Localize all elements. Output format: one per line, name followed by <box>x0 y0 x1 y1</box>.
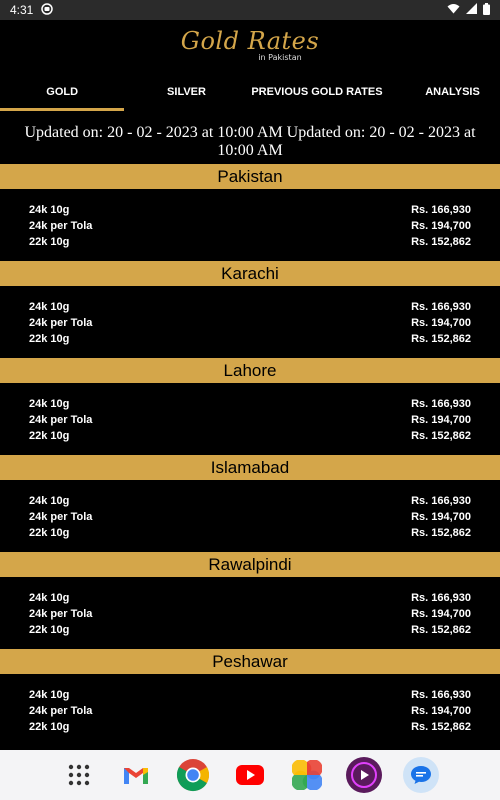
city-header: Karachi <box>0 261 500 286</box>
rate-label: 24k per Tola <box>29 317 93 329</box>
rate-label: 22k 10g <box>29 430 70 442</box>
rate-row <box>29 396 471 412</box>
rate-label: 24k 10g <box>29 495 70 507</box>
rate-row <box>29 202 471 218</box>
rate-row <box>29 315 471 331</box>
rate-rows <box>0 674 500 746</box>
rate-value: Rs. 166,930 <box>411 495 471 507</box>
rate-row <box>29 719 471 735</box>
rate-label: 24k 10g <box>29 592 70 604</box>
rate-label: 22k 10g <box>29 236 70 248</box>
notification-icon <box>41 3 53 18</box>
rate-value: Rs. 194,700 <box>411 511 471 523</box>
photos-icon[interactable] <box>289 757 325 793</box>
rate-label: 24k per Tola <box>29 705 93 717</box>
rate-rows <box>0 286 500 358</box>
rate-value: Rs. 152,862 <box>411 333 471 345</box>
rate-value: Rs. 152,862 <box>411 430 471 442</box>
rate-label: 24k per Tola <box>29 414 93 426</box>
city-section <box>0 649 500 746</box>
rate-label: 24k 10g <box>29 204 70 216</box>
rate-value: Rs. 152,862 <box>411 527 471 539</box>
rate-row <box>29 687 471 703</box>
rate-row <box>29 412 471 428</box>
tab-indicator <box>0 108 124 111</box>
city-section <box>0 358 500 455</box>
rate-value: Rs. 152,862 <box>411 624 471 636</box>
rate-row <box>29 590 471 606</box>
app-logo <box>0 20 500 70</box>
rates-list[interactable] <box>0 164 500 746</box>
rate-value: Rs. 166,930 <box>411 398 471 410</box>
youtube-icon[interactable] <box>232 757 268 793</box>
rate-label: 24k per Tola <box>29 511 93 523</box>
tab-previous-label: PREVIOUS GOLD RATES <box>251 86 383 98</box>
rate-row <box>29 428 471 444</box>
rate-label: 22k 10g <box>29 527 70 539</box>
tab-silver[interactable] <box>124 70 248 114</box>
rate-value: Rs. 166,930 <box>411 689 471 701</box>
wifi-icon <box>447 3 460 17</box>
rate-row <box>29 525 471 541</box>
tab-previous-gold-rates[interactable] <box>249 70 386 114</box>
updated-text: Updated on: 20 - 02 - 2023 at 10:00 AM Updated on: 20 - 02 - 2023 at 10:00 AM <box>24 124 476 159</box>
rate-label: 22k 10g <box>29 721 70 733</box>
city-header: Rawalpindi <box>0 552 500 577</box>
video-player-icon[interactable] <box>346 757 382 793</box>
rate-row <box>29 606 471 622</box>
rate-row <box>29 299 471 315</box>
rate-value: Rs. 194,700 <box>411 220 471 232</box>
city-header: Lahore <box>0 358 500 383</box>
rate-row <box>29 703 471 719</box>
rate-rows <box>0 189 500 261</box>
rate-row <box>29 218 471 234</box>
rate-label: 24k per Tola <box>29 220 93 232</box>
city-section <box>0 455 500 552</box>
rate-label: 22k 10g <box>29 333 70 345</box>
city-section <box>0 552 500 649</box>
gmail-icon[interactable] <box>118 757 154 793</box>
rate-value: Rs. 166,930 <box>411 204 471 216</box>
rate-value: Rs. 152,862 <box>411 236 471 248</box>
rate-value: Rs. 194,700 <box>411 317 471 329</box>
logo-title: Gold Rates <box>180 26 320 55</box>
messages-icon[interactable] <box>403 757 439 793</box>
clock: 4:31 <box>10 3 34 17</box>
rate-value: Rs. 166,930 <box>411 592 471 604</box>
rate-row <box>29 493 471 509</box>
rate-row <box>29 234 471 250</box>
city-header: Pakistan <box>0 164 500 189</box>
rate-rows <box>0 480 500 552</box>
rate-row <box>29 509 471 525</box>
rate-label: 22k 10g <box>29 624 70 636</box>
city-header: Peshawar <box>0 649 500 674</box>
tab-analysis-label: ANALYSIS <box>425 86 480 98</box>
battery-icon <box>483 3 490 18</box>
rate-label: 24k 10g <box>29 301 70 313</box>
chrome-icon[interactable] <box>175 757 211 793</box>
city-section <box>0 261 500 358</box>
navigation-bar <box>0 750 500 800</box>
city-section <box>0 164 500 261</box>
rate-value: Rs. 152,862 <box>411 721 471 733</box>
rate-value: Rs. 194,700 <box>411 608 471 620</box>
rate-value: Rs. 194,700 <box>411 705 471 717</box>
rate-label: 24k 10g <box>29 398 70 410</box>
tab-gold-label: GOLD <box>46 86 79 98</box>
rate-value: Rs. 194,700 <box>411 414 471 426</box>
logo-subtitle: in Pakistan <box>258 52 302 62</box>
status-bar <box>0 0 500 20</box>
rate-rows <box>0 577 500 649</box>
tab-bar <box>0 70 500 114</box>
city-header: Islamabad <box>0 455 500 480</box>
rate-value: Rs. 166,930 <box>411 301 471 313</box>
tab-gold[interactable] <box>0 70 124 114</box>
tab-analysis[interactable] <box>385 70 500 114</box>
app-drawer-icon[interactable] <box>61 757 97 793</box>
rate-rows <box>0 383 500 455</box>
tab-silver-label: SILVER <box>167 86 206 98</box>
signal-icon <box>466 3 477 17</box>
rate-label: 24k per Tola <box>29 608 93 620</box>
rate-row <box>29 331 471 347</box>
rate-label: 24k 10g <box>29 689 70 701</box>
rate-row <box>29 622 471 638</box>
